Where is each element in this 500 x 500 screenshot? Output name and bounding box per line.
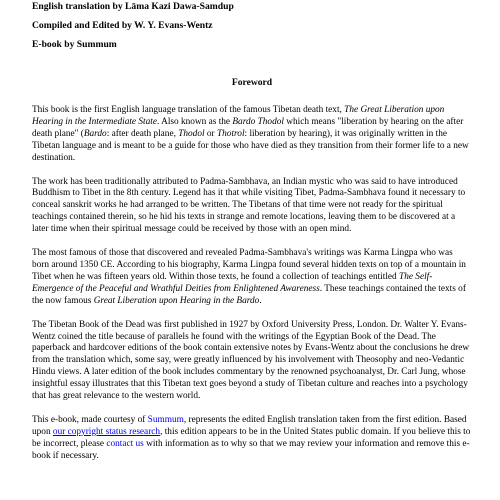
italic-term: Thodol bbox=[178, 128, 205, 139]
italic-term: Bardo bbox=[83, 128, 107, 139]
text-span: . These teachings contained the texts of the now famous bbox=[32, 283, 466, 306]
document-page bbox=[32, 0, 472, 463]
paragraph-publication: The Tibetan Book of the Dead was first published in 1927 by Oxford University Press, London. Dr. Walter Y. Evans-Wentz coined the title because of parallels he found with the writings of the Egyptian Book of the Dead. The paperback and hardcover editions of the book contain extensive notes by Evans-Wentz about the conclusions he drew from the translation which, some say, were greatly influenced by his involvement with Theosophy and neo-Vedantic Hindu views. A later edition of the book includes commentary by the renowned psychoanalyst, Dr. Carl Jung, whose insightful essay illustrates that this Tibetan text goes beyond a study of Tibetan culture and reaches into a psychology that has great relevance to the western world. bbox=[32, 319, 470, 402]
italic-term: Thotrol bbox=[216, 128, 245, 139]
text-span: . Also known as the bbox=[156, 116, 233, 127]
italic-title: The Self-Emergence of the Peaceful and Wrathful Deities from Enlightened Awareness bbox=[32, 271, 433, 294]
text-span: with information as to why so that we may review your information and remove this e-book if necessary. bbox=[32, 438, 470, 461]
paragraph-karma-lingpa bbox=[32, 248, 472, 308]
paragraph-intro bbox=[32, 105, 472, 165]
text-span: : after death plane, bbox=[106, 128, 179, 139]
ebook-credit: E-book by Summum bbox=[32, 39, 117, 50]
contact-us-link[interactable]: contact us bbox=[106, 438, 144, 449]
paragraph-ebook-notice bbox=[32, 415, 472, 463]
text-span: , this edition appears to be in the United States public domain. If you believe this to be incorrect, please bbox=[32, 426, 471, 449]
text-span: , represents the edited English translation taken from the first edition. Based upon bbox=[32, 414, 467, 437]
copyright-research-link[interactable]: our copyright status research bbox=[52, 426, 161, 437]
summum-link[interactable]: Summum bbox=[147, 414, 184, 425]
text-span: which means "liberation by hearing on the after death plane" ( bbox=[32, 116, 464, 139]
text-span: : liberation by hearing), it was originally written in the Tibetan language and is meant to be a guide for those who have died as they transition from their former life to a new destination. bbox=[32, 128, 469, 163]
paragraph-attribution: The work has been traditionally attributed to Padma-Sambhava, an Indian mystic who was said to have introduced Buddhism to Tibet in the 8th century. Legend has it that while visiting Tibet, Padma-Sambhava found it necessary to conceal sanskrit works he had arranged to be written. The Tibetans of that time were not ready for the spiritual teachings contained therein, so he hid his texts in strange and remote locations, leaving them to be discovered at a later time when their spiritual message could be received by those with an open mind. bbox=[32, 176, 466, 235]
italic-title: The Great Liberation upon Hearing in the Intermediate State bbox=[32, 105, 445, 127]
text-span: or bbox=[204, 128, 217, 139]
editor-credit: Compiled and Edited by W. Y. Evans-Wentz bbox=[32, 20, 213, 31]
text-span: . bbox=[259, 295, 262, 306]
italic-term: Bardo Thodol bbox=[232, 116, 284, 127]
foreword-heading: Foreword bbox=[231, 77, 273, 88]
text-span: This e-book, made courtesy of bbox=[32, 414, 148, 425]
italic-title: Great Liberation upon Hearing in the Bardo bbox=[93, 295, 260, 306]
text-span: The most famous of those that discovered and revealed Padma-Sambhava's writings was Karma Lingpa who was born around 1350 CE. According to his biography, Karma Lingpa found several hidden texts on top of a mountain in Tibet when he was fifteen years old. Within those texts, he found a collection of teachings entitled bbox=[32, 248, 466, 282]
translator-credit: English translation by Lāma Kazi Dawa-Samdup bbox=[32, 1, 234, 12]
text-span: This book is the first English language translation of the famous Tibetan death text, bbox=[32, 105, 345, 115]
